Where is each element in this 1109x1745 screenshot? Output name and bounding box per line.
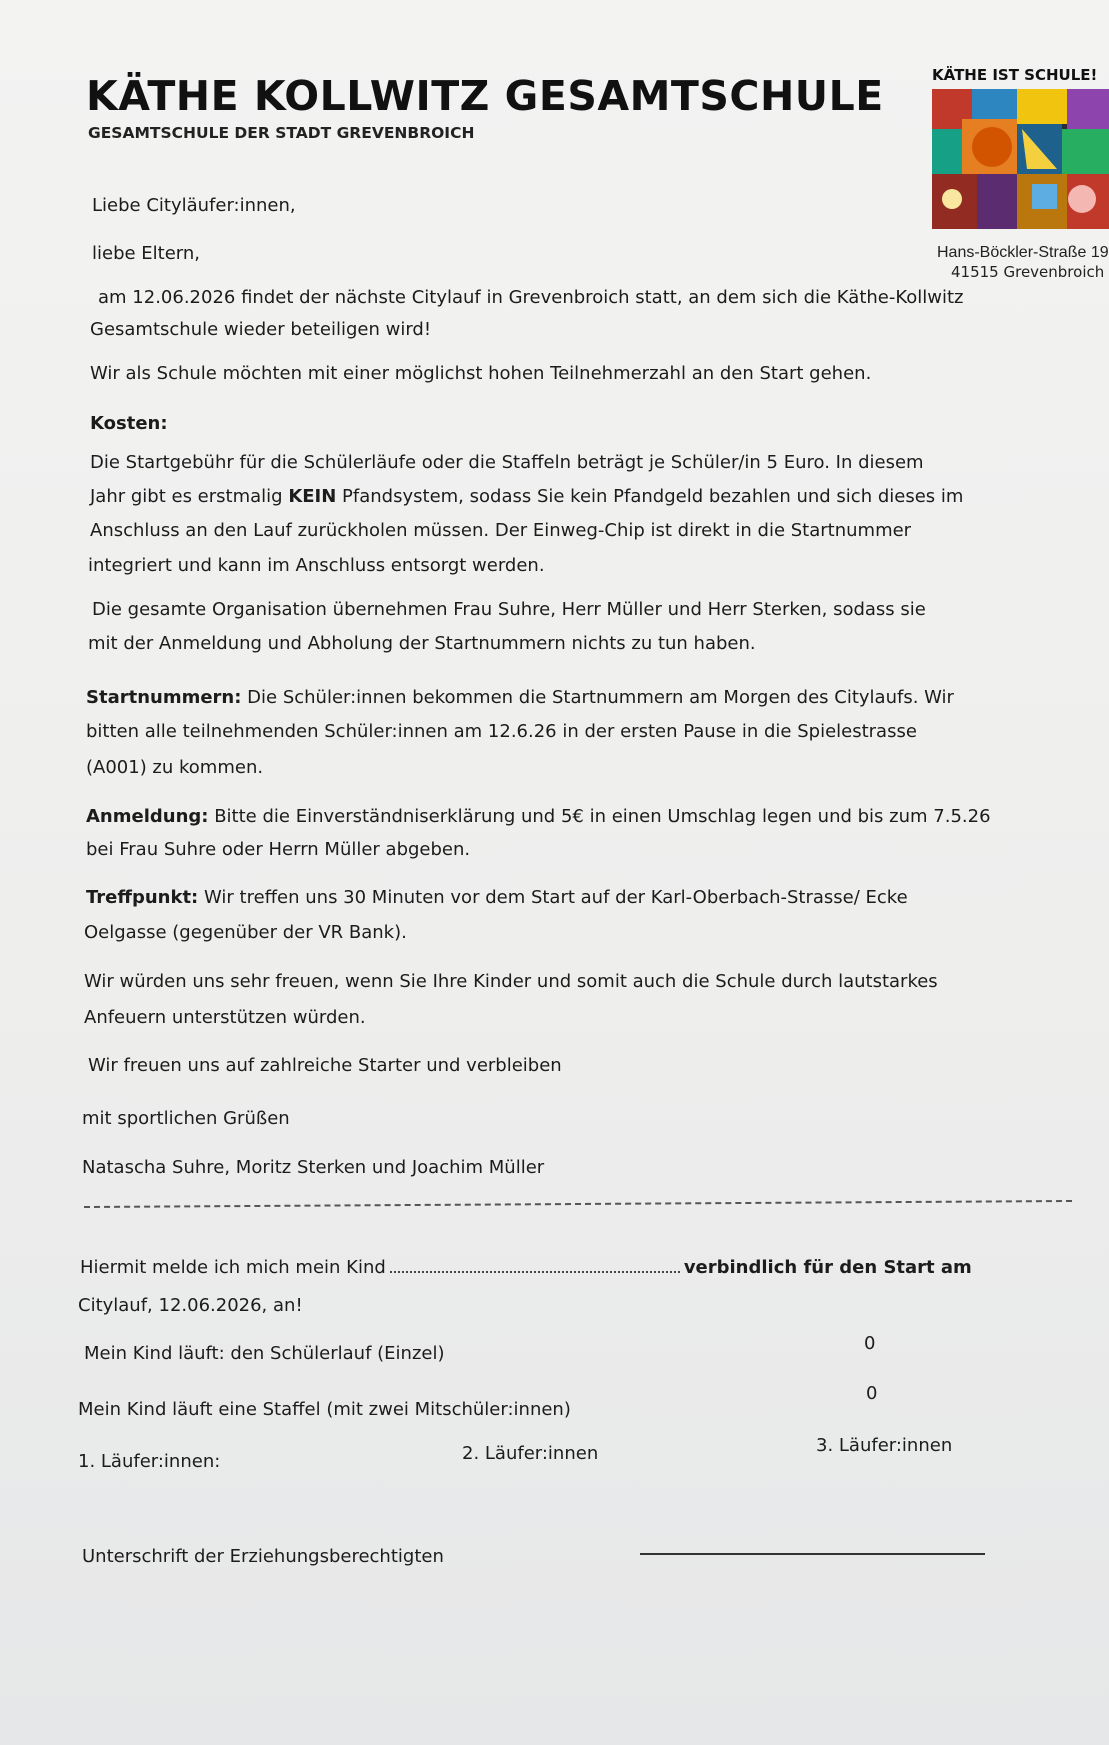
goal-text: Wir als Schule möchten mit einer möglichst hohen Teilnehmerzahl an den Start gehen. <box>90 363 872 384</box>
cheer-line-1: Wir würden uns sehr freuen, wenn Sie Ihre Kinder und somit auch die Schule durch lautstarkes <box>84 971 938 992</box>
closing-2: mit sportlichen Grüßen <box>82 1108 290 1129</box>
registration-label: Anmeldung: <box>86 806 209 827</box>
address-city: 41515 Grevenbroich <box>951 263 1105 281</box>
meeting-line-2: Oelgasse (gegenüber der VR Bank). <box>84 922 407 943</box>
meeting-text-1: Wir treffen uns 30 Minuten vor dem Start auf der Karl-Oberbach-Strasse/ Ecke <box>198 887 908 908</box>
signature-field[interactable] <box>640 1553 985 1555</box>
runner-3-label: 3. Läufer:innen <box>816 1435 953 1456</box>
option-single-label: Mein Kind läuft: den Schülerlauf (Einzel) <box>84 1343 445 1364</box>
address-street: Hans-Böckler-Straße 19 <box>937 244 1109 261</box>
costs-line-2 <box>90 485 963 509</box>
register-line-2: Citylauf, 12.06.2026, an! <box>78 1295 303 1316</box>
school-logo <box>932 66 1109 229</box>
school-name: KÄTHE KOLLWITZ GESAMTSCHULE <box>86 72 884 120</box>
intro-line-2: Gesamtschule wieder beteiligen wird! <box>90 319 432 340</box>
signatures: Natascha Suhre, Moritz Sterken und Joachim Müller <box>82 1157 545 1178</box>
numbers-label: Startnummern: <box>86 687 242 708</box>
signature-label: Unterschrift der Erziehungsberechtigten <box>82 1546 444 1567</box>
artwork-icon <box>932 89 1109 229</box>
costs-line-1: Die Startgebühr für die Schülerläufe oder die Staffeln beträgt je Schüler/in 5 Euro. In diesem <box>90 452 924 473</box>
meeting-label: Treffpunkt: <box>86 887 199 908</box>
school-subtitle: GESAMTSCHULE DER STADT GREVENBROICH <box>88 124 475 142</box>
runner-1-label: 1. Läufer:innen: <box>78 1451 221 1472</box>
option-relay-label: Mein Kind läuft eine Staffel (mit zwei Mitschüler:innen) <box>78 1399 571 1420</box>
register-prefix: Hiermit melde ich mich mein Kind <box>80 1257 386 1278</box>
registration-line-2: bei Frau Suhre oder Herrn Müller abgeben. <box>86 839 471 860</box>
salutation-1: Liebe Cityläufer:innen, <box>92 195 296 216</box>
child-name-field[interactable] <box>390 1257 680 1273</box>
register-suffix: verbindlich für den Start am <box>683 1257 972 1278</box>
org-line-2: mit der Anmeldung und Abholung der Startnummern nichts zu tun haben. <box>88 633 756 654</box>
registration-line-1 <box>86 805 991 829</box>
numbers-line-1 <box>86 686 954 710</box>
meeting-line-1 <box>86 886 908 910</box>
salutation-2: liebe Eltern, <box>92 243 201 264</box>
costs-line-3: Anschluss an den Lauf zurückholen müssen. Der Einweg-Chip ist direkt in die Startnummer <box>90 520 912 541</box>
runner-2-label: 2. Läufer:innen <box>462 1443 599 1464</box>
option-relay-checkbox[interactable]: 0 <box>866 1383 878 1404</box>
costs-kein: KEIN <box>288 486 337 507</box>
numbers-line-3: (A001) zu kommen. <box>86 757 264 778</box>
numbers-line-2: bitten alle teilnehmenden Schüler:innen am 12.6.26 in der ersten Pause in die Spielestrasse <box>86 721 917 742</box>
costs-line-2-a: Jahr gibt es erstmalig <box>90 486 289 507</box>
school-artwork-image <box>932 89 1109 229</box>
closing-1: Wir freuen uns auf zahlreiche Starter und verbleiben <box>88 1055 562 1076</box>
costs-heading: Kosten: <box>90 413 168 434</box>
logo-title: KÄTHE IST SCHULE! <box>932 66 1098 84</box>
intro-line-1: am 12.06.2026 findet der nächste Citylauf in Grevenbroich statt, an dem sich die Käthe-Kollwitz <box>98 287 964 308</box>
numbers-text-1: Die Schüler:innen bekommen die Startnummern am Morgen des Citylaufs. Wir <box>241 687 954 708</box>
cut-line <box>84 1200 1072 1208</box>
option-single-checkbox[interactable]: 0 <box>864 1333 876 1354</box>
register-line-1 <box>80 1256 972 1280</box>
costs-line-2-c: Pfandsystem, sodass Sie kein Pfandgeld bezahlen und sich dieses im <box>336 486 964 507</box>
costs-line-4: integriert und kann im Anschluss entsorgt werden. <box>88 555 545 576</box>
cheer-line-2: Anfeuern unterstützen würden. <box>84 1007 366 1028</box>
registration-text-1: Bitte die Einverständniserklärung und 5€ in einen Umschlag legen und bis zum 7.5.26 <box>208 806 991 827</box>
org-line-1: Die gesamte Organisation übernehmen Frau Suhre, Herr Müller und Herr Sterken, sodass sie <box>92 599 926 620</box>
